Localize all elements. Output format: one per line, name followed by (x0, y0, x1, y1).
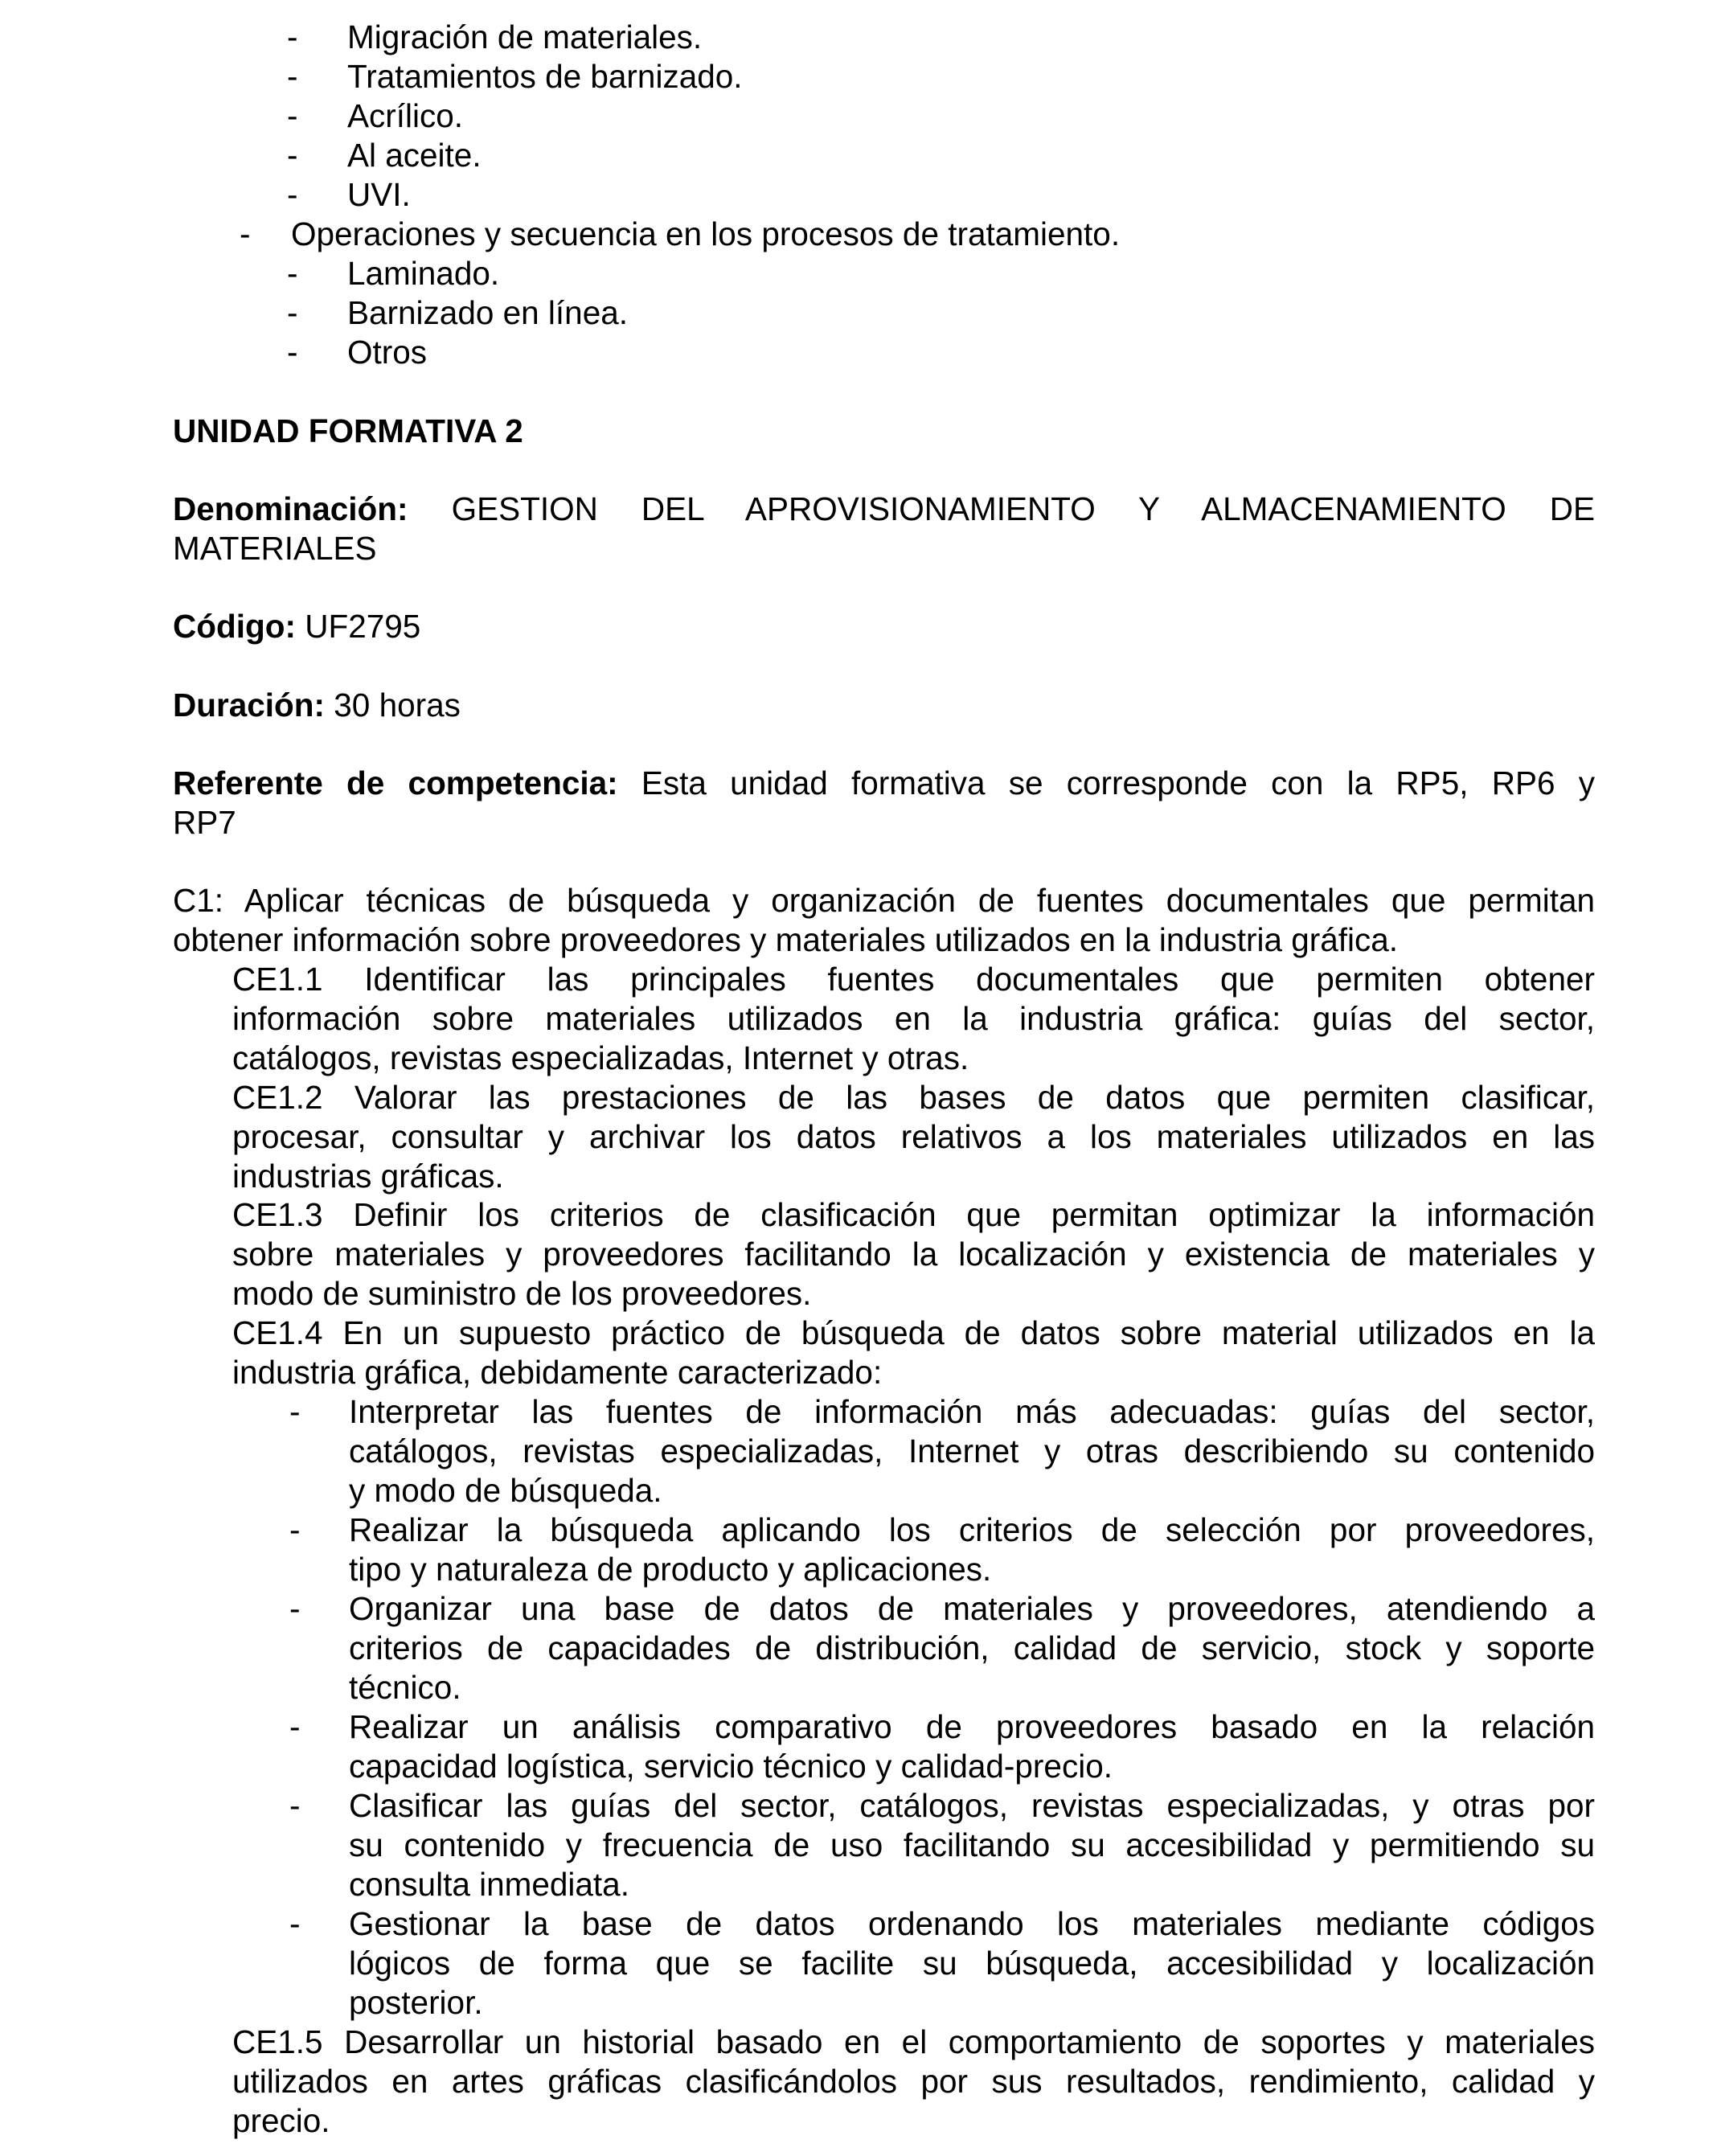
list-item: Barnizado en línea. (347, 294, 628, 331)
list-dash: - (287, 97, 298, 134)
list-item: Migración de materiales. (347, 18, 703, 55)
list-item: Operaciones y secuencia en los procesos de tratamiento. (291, 215, 1121, 252)
c1-line: C1: Aplicar técnicas de búsqueda y organización de fuentes documentales que permitan (173, 882, 1595, 919)
codigo-line (173, 607, 420, 646)
list-item: Otros (347, 334, 428, 371)
list-item: Tratamientos de barnizado. (347, 58, 743, 95)
denominacion-value-cont: MATERIALES (173, 530, 377, 567)
ce14-item-line: lógicos de forma que se facilite su búsqueda, accesibilidad y localización (349, 1945, 1595, 1982)
denominacion-label: Denominación: (173, 490, 408, 527)
ce-line: información sobre materiales utilizados en la industria gráfica: guías del sector, (232, 1000, 1595, 1037)
ce14-item-line: consulta inmediata. (349, 1866, 629, 1903)
list-dash: - (287, 58, 298, 95)
ce-line: CE1.3 Definir los criterios de clasificación que permitan optimizar la información (232, 1196, 1595, 1233)
ce14-item-line: su contenido y frecuencia de uso facilitando su accesibilidad y permitiendo su (349, 1826, 1595, 1863)
referente-label: Referente de competencia: (173, 764, 618, 801)
list-item: Acrílico. (347, 97, 464, 134)
list-item: Laminado. (347, 255, 500, 292)
list-dash: - (289, 1787, 301, 1824)
ce-line: utilizados en artes gráficas clasificándolos por sus resultados, rendimiento, calidad y (232, 2063, 1595, 2100)
duracion-label: Duración: (173, 687, 326, 723)
list-dash: - (287, 255, 298, 292)
ce-line: industrias gráficas. (232, 1158, 504, 1195)
list-dash: - (287, 137, 298, 174)
list-item: UVI. (347, 176, 411, 213)
list-dash: - (289, 1905, 301, 1942)
list-dash: - (289, 1590, 301, 1627)
referente-value: Esta unidad formativa se corresponde con la RP5, RP6 y (641, 764, 1595, 801)
referente-value-cont: RP7 (173, 804, 236, 841)
ce-line: precio. (232, 2102, 330, 2139)
ce14-item-line: y modo de búsqueda. (349, 1472, 662, 1509)
ce14-item-line: Gestionar la base de datos ordenando los materiales mediante códigos (349, 1905, 1595, 1942)
ce-line: sobre materiales y proveedores facilitando la localización y existencia de materiales y (232, 1236, 1595, 1273)
ce14-item-line: capacidad logística, servicio técnico y calidad-precio. (349, 1748, 1113, 1785)
unit-heading: UNIDAD FORMATIVA 2 (173, 412, 523, 449)
list-dash: - (287, 18, 298, 55)
ce14-item-line: Realizar la búsqueda aplicando los criterios de selección por proveedores, (349, 1511, 1595, 1548)
ce-line: CE1.1 Identificar las principales fuentes documentales que permiten obtener (232, 961, 1595, 998)
ce-line: catálogos, revistas especializadas, Internet y otras. (232, 1039, 969, 1076)
ce14-item-line: Realizar un análisis comparativo de proveedores basado en la relación (349, 1708, 1595, 1745)
duracion-line (173, 686, 461, 724)
list-dash: - (289, 1708, 301, 1745)
ce-line: procesar, consultar y archivar los datos relativos a los materiales utilizados en las (232, 1118, 1595, 1155)
duracion-value: 30 horas (334, 687, 461, 723)
codigo-value: UF2795 (305, 608, 421, 645)
ce-line: CE1.2 Valorar las prestaciones de las bases de datos que permiten clasificar, (232, 1079, 1595, 1116)
list-dash: - (289, 1511, 301, 1548)
list-dash: - (240, 215, 251, 252)
list-dash: - (287, 334, 298, 371)
ce14-item-line: Organizar una base de datos de materiales y proveedores, atendiendo a (349, 1590, 1595, 1627)
ce-line: modo de suministro de los proveedores. (232, 1275, 812, 1312)
ce14-item-line: tipo y naturaleza de producto y aplicaciones. (349, 1551, 992, 1588)
referente-line (173, 764, 1595, 802)
ce14-item-line: posterior. (349, 1984, 483, 2021)
c1-line: obtener información sobre proveedores y materiales utilizados en la industria gráfica. (173, 921, 1399, 958)
ce14-item-line: Clasificar las guías del sector, catálogos, revistas especializadas, y otras por (349, 1787, 1595, 1824)
codigo-label: Código: (173, 608, 296, 645)
ce-line: CE1.5 Desarrollar un historial basado en el comportamiento de soportes y materiales (232, 2023, 1595, 2060)
denominacion-line (173, 490, 1595, 528)
ce14-item-line: técnico. (349, 1669, 461, 1706)
list-item: Al aceite. (347, 137, 482, 174)
list-dash: - (287, 176, 298, 213)
ce14-item-line: criterios de capacidades de distribución, calidad de servicio, stock y soporte (349, 1629, 1595, 1666)
denominacion-value: GESTION DEL APROVISIONAMIENTO Y ALMACENAMIENTO DE (451, 490, 1595, 527)
list-dash: - (287, 294, 298, 331)
ce-line: CE1.4 En un supuesto práctico de búsqueda de datos sobre material utilizados en la (232, 1314, 1595, 1351)
ce14-item-line: Interpretar las fuentes de información más adecuadas: guías del sector, (349, 1393, 1595, 1430)
ce14-item-line: catálogos, revistas especializadas, Internet y otras describiendo su contenido (349, 1433, 1595, 1469)
list-dash: - (289, 1393, 301, 1430)
ce-line: industria gráfica, debidamente caracterizado: (232, 1354, 883, 1391)
